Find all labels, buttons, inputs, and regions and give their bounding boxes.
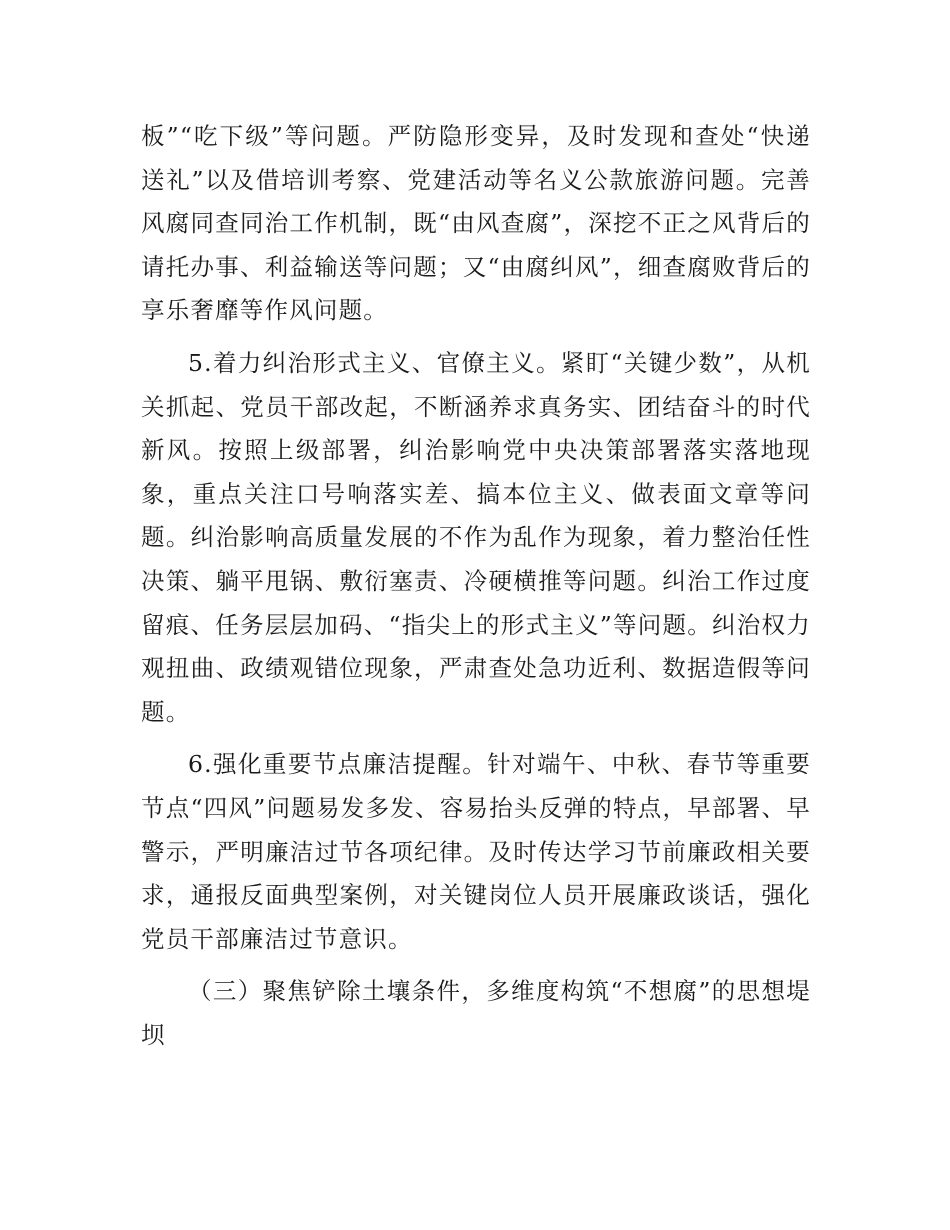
document-body [141, 115, 811, 1057]
paragraph-continuation: 板”“吃下级”等问题。严防隐形变异，及时发现和查处“快递送礼”以及借培训考察、党建活动等名义公款旅游问题。完善风腐同查同治工作机制，既“由风查腐”，深挖不正之风背后的请托办事、利益输送等问题；又“由腐纠风”，细查腐败背后的享乐奢靡等作风问题。 [141, 122, 811, 325]
section-heading-3: （三）聚焦铲除土壤条件，多维度构筑“不想腐”的思想堤坝 [141, 977, 811, 1049]
paragraph-item-5: 5.着力纠治形式主义、官僚主义。紧盯“关键少数”，从机关抓起、党员干部改起，不断涵养求真务实、团结奋斗的时代新风。按照上级部署，纠治影响党中央决策部署落实落地现象，重点关注口号响落实差、搞本位主义、做表面文章等问题。纠治影响高质量发展的不作为乱作为现象，着力整治任性决策、躺平甩锅、敷衍塞责、冷硬横推等问题。纠治工作过度留痕、任务层层加码、“指尖上的形式主义”等问题。纠治权力观扭曲、政绩观错位现象，严肃查处急功近利、数据造假等问题。 [141, 348, 811, 726]
paragraph-item-6: 6.强化重要节点廉洁提醒。针对端午、中秋、春节等重要节点“四风”问题易发多发、容易抬头反弹的特点，早部署、早警示，严明廉洁过节各项纪律。及时传达学习节前廉政相关要求，通报反面典型案例，对关键岗位人员开展廉政谈话，强化党员干部廉洁过节意识。 [141, 750, 811, 953]
